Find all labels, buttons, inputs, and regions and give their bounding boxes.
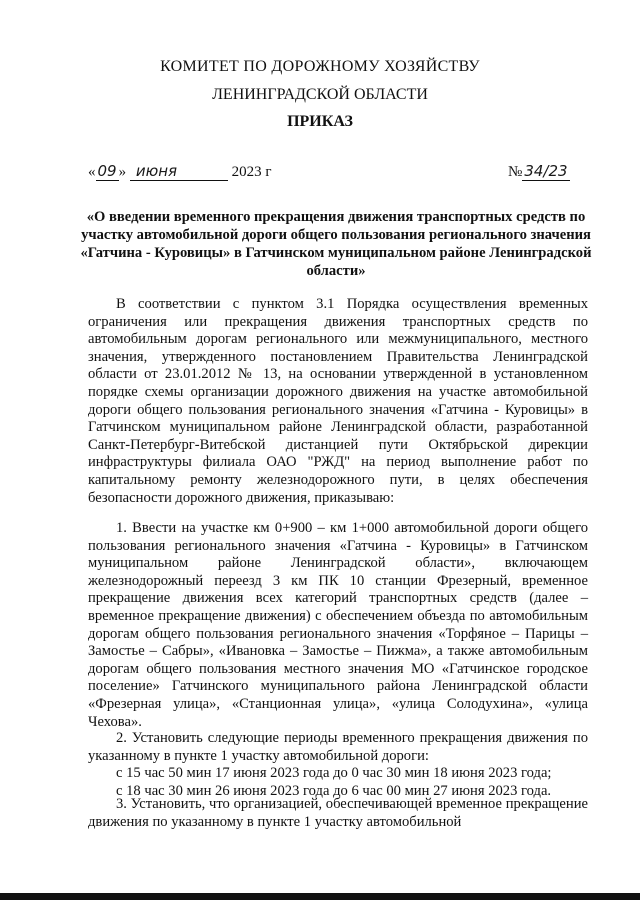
period-item: с 18 час 30 мин 26 июня 2023 года до 6 час 00 мин 27 июня 2023 года.: [116, 782, 552, 799]
document-number: [508, 162, 570, 181]
date-day: 09: [97, 162, 117, 180]
date-year: 2023 г: [231, 164, 272, 180]
document-type: ПРИКАЗ: [287, 113, 353, 130]
item-3-paragraph: 3. Установить, что организацией, обеспечивающей временное прекращение движения по указанному в пункте 1 участку автомобильной: [88, 796, 588, 830]
period-item: с 15 час 50 мин 17 июня 2023 года до 0 час 30 мин 18 июня 2023 года;: [116, 765, 552, 782]
number-label: №: [508, 164, 523, 180]
preamble-paragraph: В соответствии с пунктом 3.1 Порядка осуществления временных ограничения или прекращения движения транспортных средств по автомобильным дорогам регионального или межмуниципального, местного значения, утвержденного постановлением Правительства Ленинградской области от 23.01.2012 № 13, на основании утвержденной в установленном порядке схемы организации дорожного движения на участке автомобильной дороги общего пользования регионального значения «Гатчина - Куровицы» в Гатчинском муниципальном районе Ленинградской области, разработанной Санкт-Петербург-Витебской дистанцией пути Октябрьской дирекции инфраструктуры филиала ОАО "РЖД" на период выполнение работ по капитальному ремонту железнодорожного пути, в целях обеспечения безопасности дорожного движения, приказываю:: [88, 296, 588, 506]
item-1-paragraph: 1. Ввести на участке км 0+900 – км 1+000 автомобильной дороги общего пользования регионального значения «Гатчина - Куровицы» в Гатчинском муниципальном районе Ленинградской области», включающем железнодорожный переезд 3 км ПК 10 станции Фрезерный, временное прекращение движения всех категорий транспортных средств (далее – временное прекращение движения) с обеспечением объезда по автомобильным дорогам общего пользования регионального значения «Торфяное – Парицы – Замостье – Сабры», «Ивановка – Замостье – Пижма», а также автомобильным дорогам общего пользования местного значения МО «Гатчинское городское поселение» Гатчинского муниципального района Ленинградской области «Фрезерная улица», «Станционная улица», «улица Солодухина», «улица Чехова».: [88, 520, 588, 730]
organization-name: КОМИТЕТ ПО ДОРОЖНОМУ ХОЗЯЙСТВУ: [160, 58, 480, 75]
date-month: июня: [130, 162, 228, 181]
date-close-quote: »: [118, 164, 127, 180]
date-open-quote: «: [88, 164, 96, 180]
item-2-block: [88, 730, 588, 800]
item-2-paragraph: 2. Установить следующие периоды временного прекращения движения по указанному в пункте 1 участку автомобильной дороги:: [88, 730, 588, 764]
number-value: 34/23: [524, 162, 568, 180]
document-date: [88, 162, 272, 181]
scan-edge-bar: [0, 893, 640, 900]
organization-region: ЛЕНИНГРАДСКОЙ ОБЛАСТИ: [212, 86, 428, 103]
document-title: «О введении временного прекращения движения транспортных средств по участку автомобильной дороги общего пользования регионального значения «Гатчина - Куровицы» в Гатчинском муниципальном районе Ленинградской области»: [80, 209, 592, 279]
